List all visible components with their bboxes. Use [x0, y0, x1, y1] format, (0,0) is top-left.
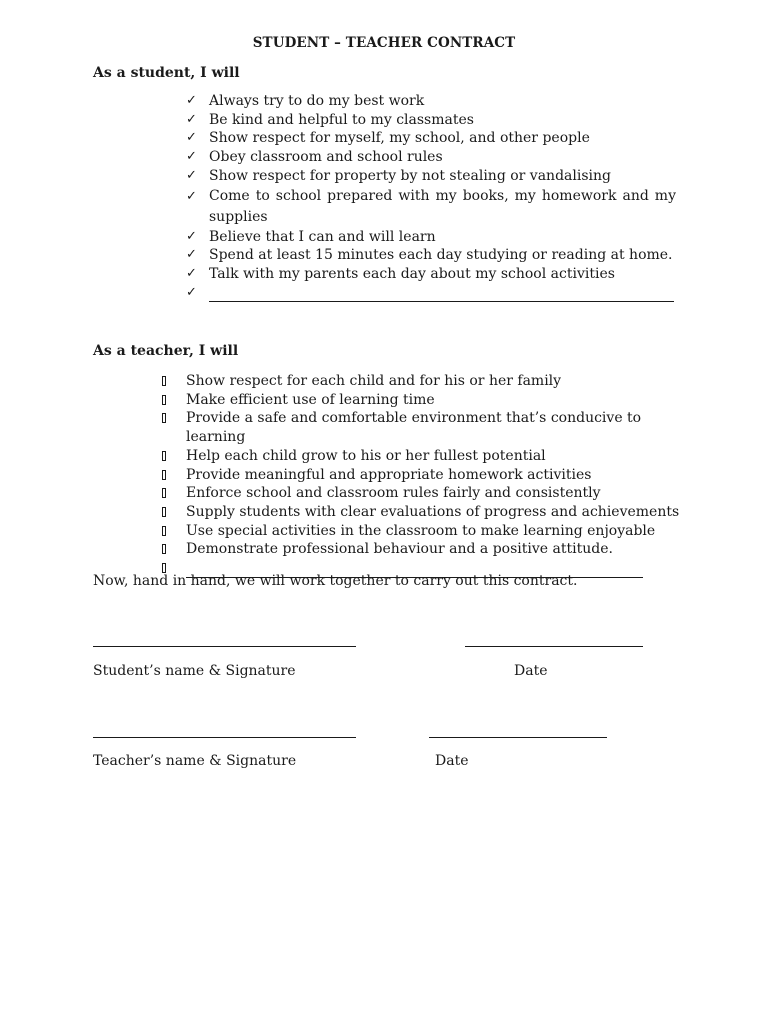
missing-glyph-box-icon: [162, 488, 166, 498]
page-title: STUDENT – TEACHER CONTRACT: [252, 35, 516, 51]
list-item: Provide meaningful and appropriate homework activities: [160, 466, 680, 485]
missing-glyph-box-icon: [162, 413, 166, 423]
list-item: Make efficient use of learning time: [160, 391, 680, 410]
list-item: Help each child grow to his or her fullest potential: [160, 447, 680, 466]
list-item: ✓ Come to school prepared with my books, my homework and my supplies: [186, 187, 676, 225]
checkmark-icon: ✓: [186, 130, 197, 146]
missing-glyph-box-icon: [162, 526, 166, 536]
teacher-date-label: Date: [435, 753, 469, 769]
missing-glyph-box-icon: [162, 544, 166, 554]
student-signature-label: Student’s name & Signature: [93, 663, 296, 679]
list-item: Demonstrate professional behaviour and a positive attitude.: [160, 540, 680, 559]
student-section-heading: As a student, I will: [93, 65, 240, 81]
checkmark-icon: ✓: [186, 167, 197, 183]
list-item: Provide a safe and comfortable environment that’s conducive to learning: [160, 409, 680, 446]
missing-glyph-box-icon: [162, 563, 166, 573]
list-item: ✓ Obey classroom and school rules: [186, 149, 443, 166]
student-signature-line: [93, 646, 356, 647]
list-item-blank: [186, 284, 676, 303]
checkmark-icon: ✓: [186, 265, 197, 281]
missing-glyph-box-icon: [162, 507, 166, 517]
list-item: Use special activities in the classroom to make learning enjoyable: [160, 522, 680, 541]
list-item: ✓ Talk with my parents each day about my school activities: [186, 265, 615, 282]
missing-glyph-box-icon: [162, 451, 166, 461]
list-item: ✓ Believe that I can and will learn: [186, 228, 436, 245]
checkmark-icon: ✓: [186, 188, 197, 204]
checkmark-icon: ✓: [186, 149, 197, 165]
checkmark-icon: ✓: [186, 247, 197, 263]
blank-write-in-line: [209, 287, 674, 302]
list-item: Enforce school and classroom rules fairly and consistently: [160, 484, 680, 503]
list-item: ✓ Show respect for myself, my school, and other people: [186, 130, 590, 147]
student-date-line: [465, 646, 643, 647]
list-item: ✓ Spend at least 15 minutes each day studying or reading at home.: [186, 247, 673, 264]
checkmark-icon: ✓: [186, 284, 197, 300]
teacher-signature-line: [93, 737, 356, 738]
student-commitments-list: [186, 92, 676, 302]
list-item: ✓ Be kind and helpful to my classmates: [186, 111, 474, 128]
checkmark-icon: ✓: [186, 93, 197, 108]
list-item: Show respect for each child and for his or her family: [160, 372, 680, 391]
teacher-signature-label: Teacher’s name & Signature: [93, 753, 297, 769]
missing-glyph-box-icon: [162, 376, 166, 386]
checkmark-icon: ✓: [186, 111, 197, 127]
list-item: Supply students with clear evaluations of progress and achievements: [160, 503, 680, 522]
checkmark-icon: ✓: [186, 228, 197, 244]
teacher-section-heading: As a teacher, I will: [93, 343, 239, 359]
list-item: ✓ Show respect for property by not stealing or vandalising: [186, 167, 611, 184]
teacher-date-line: [429, 737, 607, 738]
list-item: ✓ Always try to do my best work: [186, 93, 425, 109]
missing-glyph-box-icon: [162, 395, 166, 405]
missing-glyph-box-icon: [162, 470, 166, 480]
teacher-commitments-list: [160, 372, 680, 578]
closing-statement: Now, hand in hand, we will work together to carry out this contract.: [93, 573, 578, 589]
student-date-label: Date: [514, 663, 548, 679]
